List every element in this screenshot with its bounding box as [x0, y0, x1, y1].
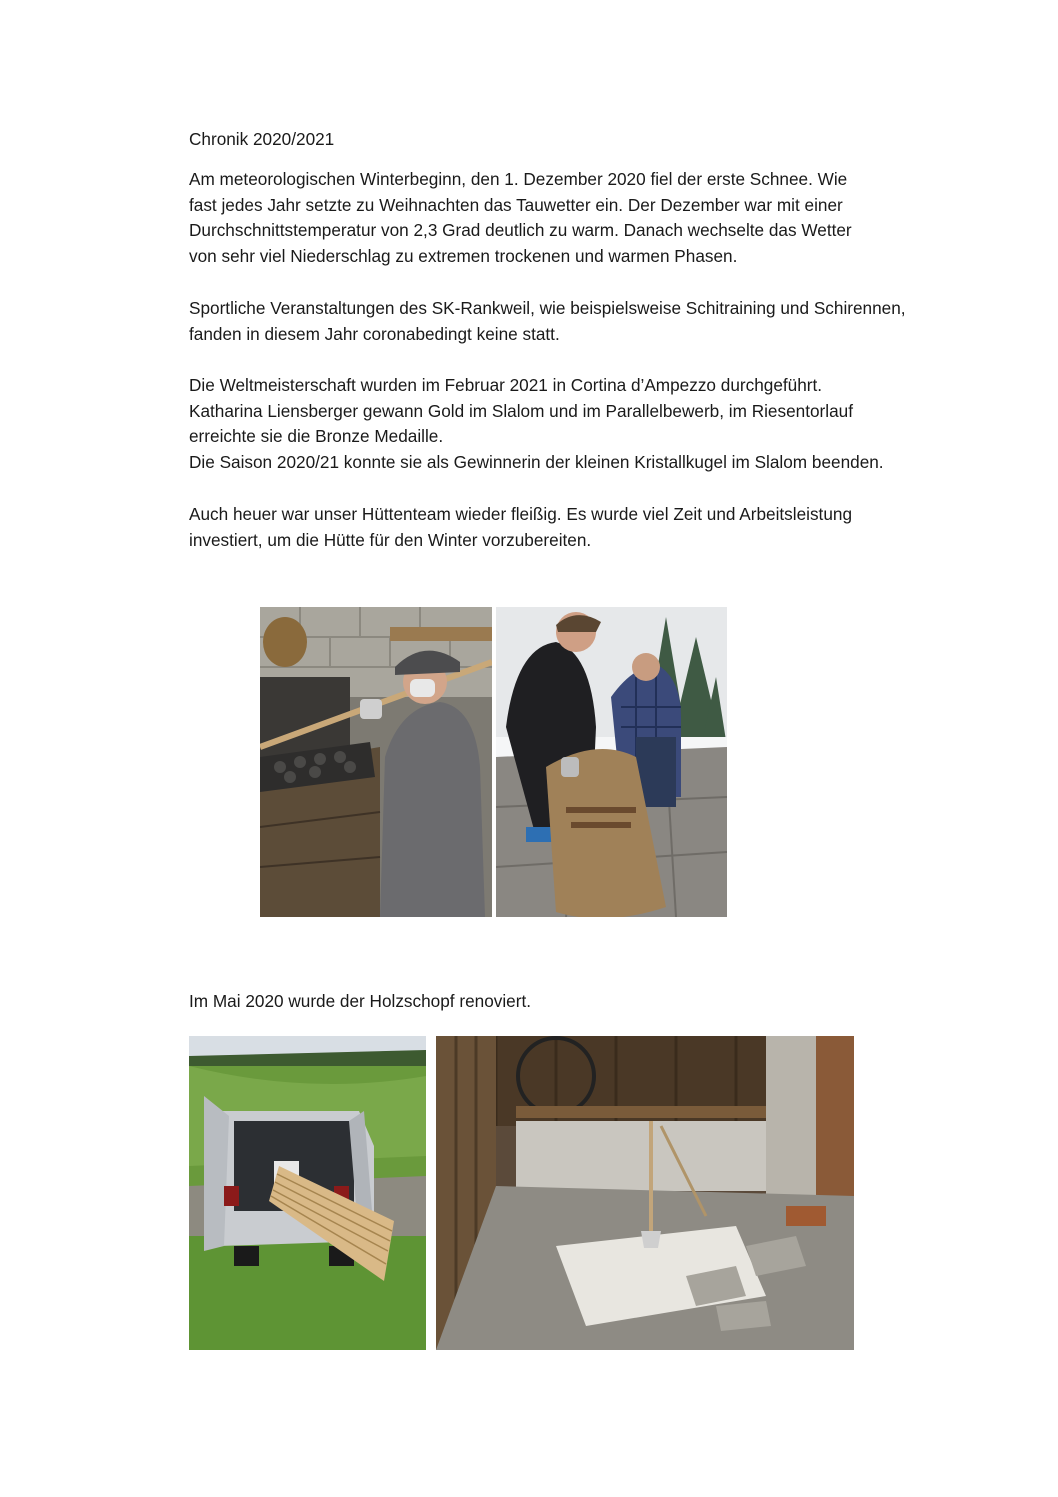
text-line: Katharina Liensberger gewann Gold im Slalom und im Parallelbewerb, im Riesentorlauf [189, 400, 853, 421]
text-line: erreichte sie die Bronze Medaille. [189, 426, 444, 446]
paragraph-world-championship [189, 373, 969, 475]
photo-icon [189, 1036, 426, 1350]
text-line: fanden in diesem Jahr coronabedingt keine statt. [189, 323, 560, 344]
paragraph-events [189, 296, 969, 347]
photo-coffee-sack [496, 607, 727, 917]
paragraph-weather [189, 167, 969, 269]
photo-icon [436, 1036, 854, 1350]
photo-icon [496, 607, 727, 917]
text-line: Auch heuer war unser Hüttenteam wieder fleißig. Es wurde viel Zeit und Arbeitsleistung [189, 504, 853, 524]
text-line: Die Weltmeisterschaft wurden im Februar 2021 in Cortina d’Ampezzo durchgeführt. [189, 375, 823, 395]
text-line: Am meteorologischen Winterbeginn, den 1. Dezember 2020 fiel der erste Schnee. Wie [189, 169, 848, 189]
text-line: Durchschnittstemperatur von 2,3 Grad deutlich zu warm. Danach wechselte das Wetter [189, 220, 852, 240]
photo-icon [260, 607, 492, 917]
text-line: Sportliche Veranstaltungen des SK-Rankweil, wie beispielsweise Schitraining und Schirennen, [189, 298, 906, 318]
text-line: fast jedes Jahr setzte zu Weihnachten das Tauwetter ein. Der Dezember war mit einer [189, 194, 843, 215]
caption-woodshed: Im Mai 2020 wurde der Holzschopf renoviert. [189, 991, 531, 1011]
text-line: Die Saison 2020/21 konnte sie als Gewinnerin der kleinen Kristallkugel im Slalom beenden. [189, 451, 884, 472]
photo-van-lumber [189, 1036, 426, 1350]
text-line: von sehr viel Niederschlag zu extremen trockenen und warmen Phasen. [189, 245, 738, 266]
paragraph-hut-team [189, 502, 969, 553]
document-title: Chronik 2020/2021 [189, 129, 335, 149]
photo-coal-bin [260, 607, 492, 917]
text-line: investiert, um die Hütte für den Winter vorzubereiten. [189, 529, 592, 550]
photo-woodshed [436, 1036, 854, 1350]
